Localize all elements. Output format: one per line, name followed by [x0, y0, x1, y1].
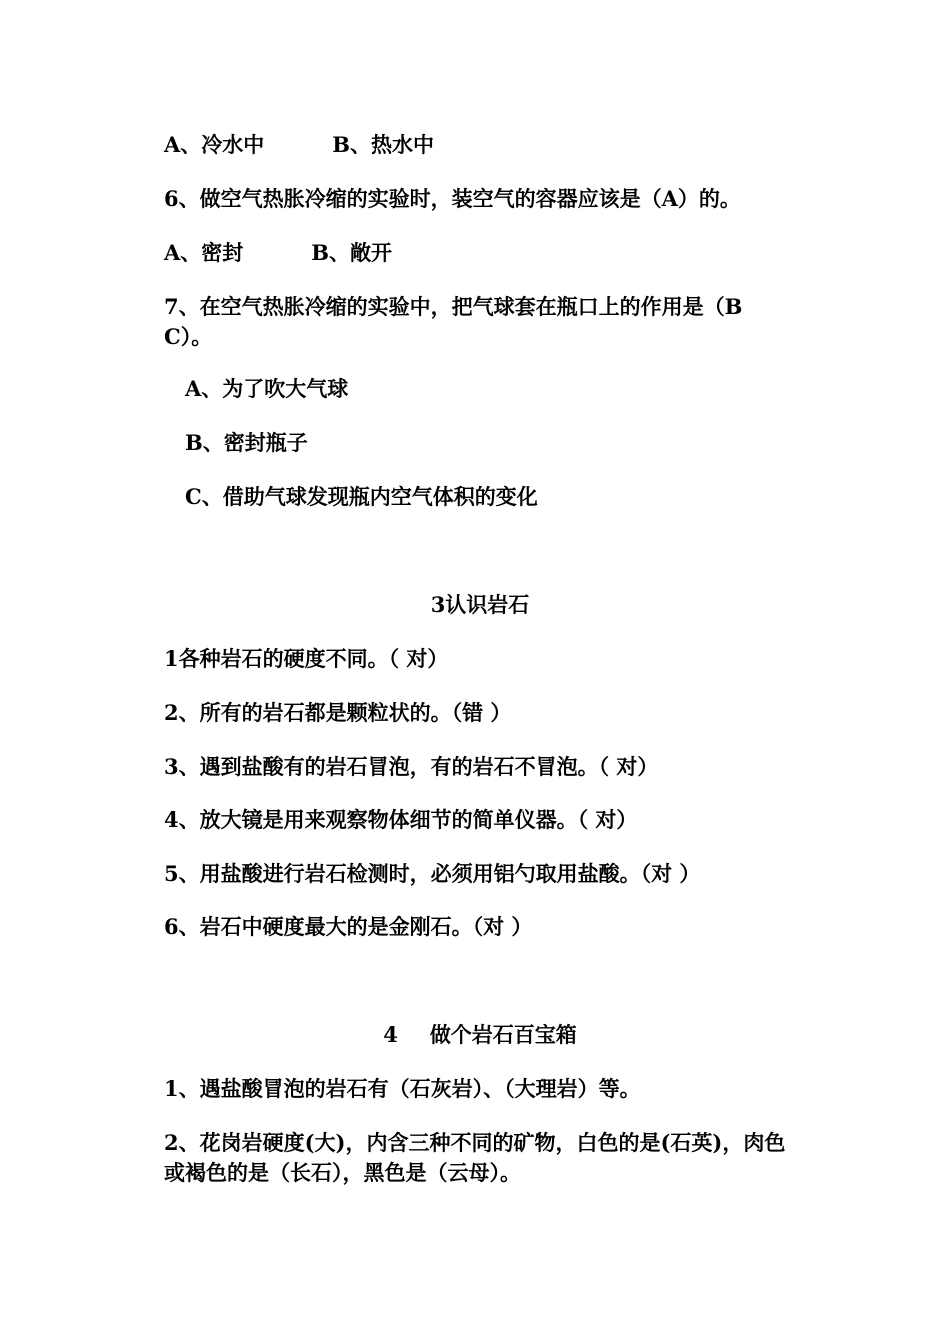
section3-item-1: 1各种岩石的硬度不同。（ 对） — [164, 646, 449, 671]
section4-number: 4 — [383, 1022, 398, 1047]
section4-heading — [0, 1021, 950, 1048]
q5-option-a: A、冷水中 — [164, 132, 265, 157]
q5-option-b: B、热水中 — [332, 132, 435, 157]
q6-option-a: A、密封 — [164, 240, 244, 265]
q7-option-a: A、为了吹大气球 — [185, 376, 349, 401]
section3-item-2: 2、所有的岩石都是颗粒状的。（错 ） — [164, 700, 512, 725]
section3-item-4: 4、放大镜是用来观察物体细节的简单仪器。（ 对） — [164, 807, 638, 832]
section4-title: 做个岩石百宝箱 — [429, 1022, 577, 1047]
q7-option-b: B、密封瓶子 — [185, 430, 308, 455]
q6-option-b: B、敞开 — [311, 240, 393, 265]
q5-options-row — [164, 131, 434, 158]
section3-item-3: 3、遇到盐酸有的岩石冒泡，有的岩石不冒泡。（ 对） — [164, 754, 659, 779]
q6-options-row — [164, 239, 392, 266]
q7-question-line2: C）。 — [164, 324, 213, 349]
section4-item-1: 1、遇盐酸冒泡的岩石有（石灰岩）、（大理岩）等。 — [164, 1076, 641, 1101]
q7-option-c: C、借助气球发现瓶内空气体积的变化 — [185, 484, 538, 509]
q7-question-line1: 7、在空气热胀冷缩的实验中，把气球套在瓶口上的作用是（B — [164, 294, 743, 319]
q6-question: 6、做空气热胀冷缩的实验时，装空气的容器应该是（A）的。 — [164, 186, 741, 211]
section4-q2-line1: 2、花岗岩硬度(大)，内含三种不同的矿物，白色的是(石英)，肉色 — [164, 1130, 786, 1155]
section3-item-5: 5、用盐酸进行岩石检测时，必须用铝勺取用盐酸。（对 ） — [164, 861, 701, 886]
section4-q2-line2: 或褐色的是（长石），黑色是（云母）。 — [164, 1160, 521, 1185]
section3-item-6: 6、岩石中硬度最大的是金刚石。（对 ） — [164, 914, 533, 939]
section3-title: 3认识岩石 — [430, 592, 530, 617]
